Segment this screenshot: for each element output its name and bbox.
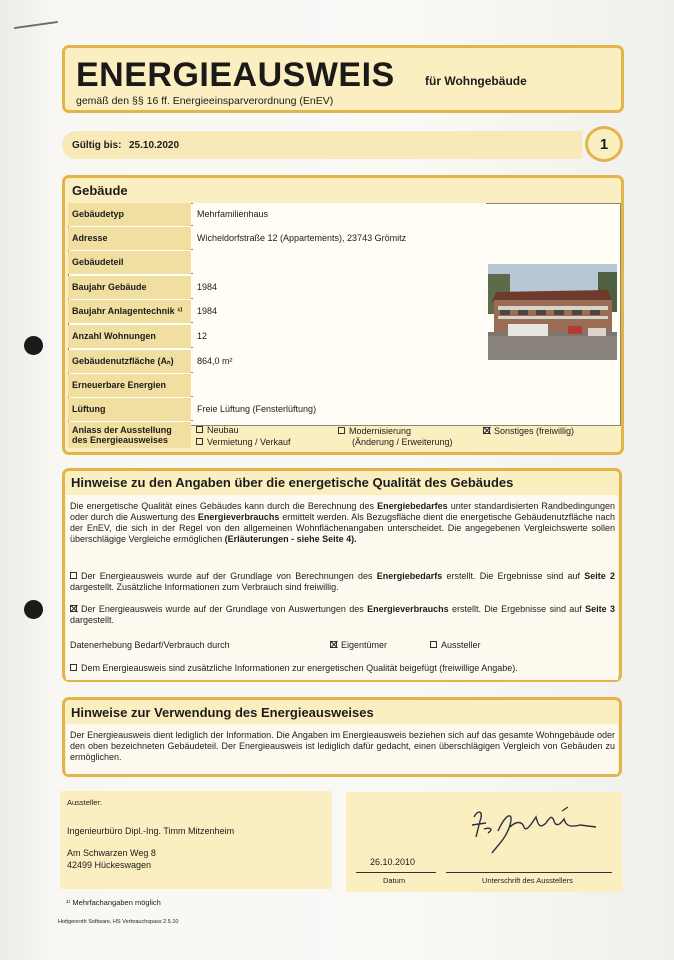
valid-until-date: 25.10.2020 [129,140,180,151]
checkbox-icon [70,572,77,579]
checked-checkbox-icon [70,605,77,612]
table-row [68,251,486,274]
row-label: Anzahl Wohnungen [68,325,191,348]
signature-line [446,872,612,873]
page-title: ENERGIEAUSWEIS [76,56,395,94]
row-label: Adresse [68,227,191,250]
row-value: 1984 [193,300,486,323]
row-value: Wicheldorfstraße 12 (Appartements), 23743 Grömitz [193,227,486,250]
checkbox-icon [70,664,77,671]
row-label: Erneuerbare Energien [68,374,191,397]
date-label: Datum [383,876,406,885]
checkbox-icon [196,426,203,433]
checked-checkbox-icon [483,427,490,434]
reason-label: Anlass der Ausstellung des Energieausweises [72,425,172,445]
usage-section-title: Hinweise zur Verwendung des Energieausweises [71,705,374,720]
row-value: 12 [193,325,486,348]
valid-until-label: Gültig bis: [72,140,122,151]
table-row [68,276,486,299]
row-label: Gebäudenutzfläche (Aₙ) [68,350,191,373]
row-value [193,251,486,274]
issuer-label: Aussteller: [67,798,103,807]
law-reference: gemäß den §§ 16 ff. Energieeinsparverordnung (EnEV) [76,95,334,107]
punch-hole-bottom [24,600,43,619]
reason-neubau[interactable]: Neubau [196,425,239,435]
reason-vermietung[interactable]: Vermietung / Verkauf [196,437,291,447]
page-subtitle: für Wohngebäude [425,74,527,88]
row-value: Mehrfamilienhaus [193,203,486,226]
row-label: Lüftung [68,398,191,421]
table-row [68,374,486,397]
row-label: Gebäudetyp [68,203,191,226]
row-label: Gebäudeteil [68,251,191,274]
checked-checkbox-icon [330,641,337,648]
table-row [68,325,486,348]
signature-label: Unterschrift des Ausstellers [482,876,573,885]
collection-issuer[interactable]: Aussteller [430,640,481,650]
table-row [68,227,486,250]
checkbox-icon [430,641,437,648]
usage-text: Der Energieausweis dient lediglich der Information. Die Angaben im Energieausweis beziehen sich auf das gesamte Wohngebäude oder den oben bezeichneten Gebäudeteil. Der Energieausweis ist lediglich dafür gedacht, einen überschlägigen Vergleich von Gebäuden zu ermöglichen. [70,730,615,762]
issuer-street: Am Schwarzen Weg 8 [67,848,156,858]
collection-owner[interactable]: Eigentümer [330,640,387,650]
reason-modernisierung[interactable]: Modernisierung [338,426,411,436]
reason-modernisierung-detail: (Änderung / Erweiterung) [352,437,453,447]
table-row [68,398,486,421]
hints-section-title: Hinweise zu den Angaben über die energetische Qualität des Gebäudes [71,475,514,490]
page-number: 1 [585,126,623,162]
checkbox-icon [338,427,345,434]
date-line [356,872,436,873]
footnote: ¹⁾ Mehrfachangaben möglich [66,898,161,907]
checkbox-icon [196,438,203,445]
hints-intro: Die energetische Qualität eines Gebäudes kann durch die Berechnung des Energiebedarfes unter standardisierten Randbedingungen oder durch die Auswertung des Energieverbrauchs ermittelt werden. Als Bezugsfläche dient die energetische Gebäudenutzfläche nach der EnEV, die sich in der Regel von den allgemeinen Wohnflächenangaben unterscheidet. Die angegebenen Vergleichswerte sollen überschlägige Vergleiche ermöglichen (Erläuterungen - siehe Seite 4). [70,501,615,544]
row-label: Baujahr Anlagentechnik ¹⁾ [68,300,191,323]
handwritten-signature [466,803,606,863]
issue-date: 26.10.2010 [370,857,416,867]
row-label: Baujahr Gebäude [68,276,191,299]
option-extra-info[interactable]: Dem Energieausweis sind zusätzliche Informationen zur energetischen Qualität beigefügt (freiwillige Angabe). [70,663,518,673]
row-value: 864,0 m² [193,350,486,373]
building-photo [488,264,617,360]
software-note: Hottgenroth Software, HS Verbrauchspass 2.5.10 [58,919,179,925]
row-value: 1984 [193,276,486,299]
collection-label: Datenerhebung Bedarf/Verbrauch durch [70,640,230,650]
table-row [68,203,486,226]
punch-hole-top [24,336,43,355]
option-energieverbrauch[interactable]: Der Energieausweis wurde auf der Grundlage von Auswertungen des Energieverbrauchs erstellt. Die Ergebnisse sind auf Seite 3 dargestellt. [70,604,615,625]
table-row [68,350,486,373]
reason-sonstiges[interactable]: Sonstiges (freiwillig) [483,426,574,436]
table-row [68,300,486,323]
issuer-name: Ingenieurbüro Dipl.-Ing. Timm Mitzenheim [67,826,235,836]
option-energiebedarf[interactable]: Der Energieausweis wurde auf der Grundlage von Berechnungen des Energiebedarfs erstellt. Die Ergebnisse sind auf Seite 2 dargestellt. Zusätzliche Informationen zum Verbrauch sind freiwillig. [70,571,615,592]
building-section-title: Gebäude [72,183,128,198]
row-value [193,374,486,397]
issuer-city: 42499 Hückeswagen [67,860,152,870]
row-value: Freie Lüftung (Fensterlüftung) [193,398,486,421]
